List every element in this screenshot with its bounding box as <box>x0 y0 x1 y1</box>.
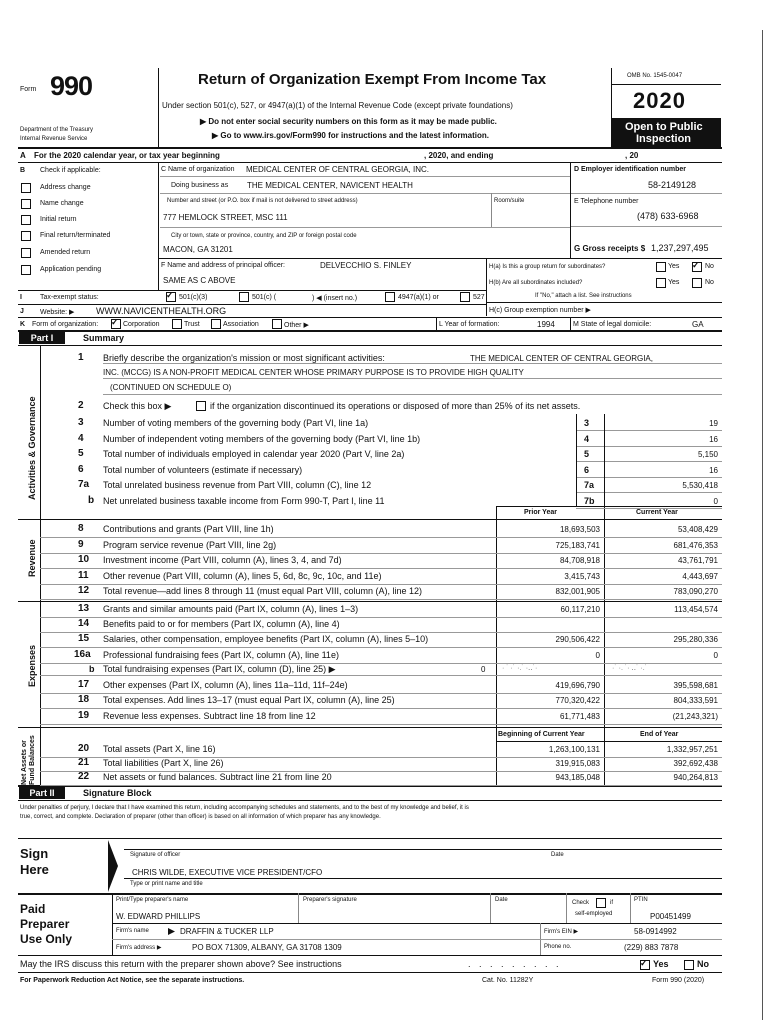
revenue-line-prior: 725,183,741 <box>555 541 600 550</box>
revenue-line-number: 9 <box>78 539 84 550</box>
arrow-right-icon <box>168 928 175 935</box>
expense-line-current: 295,280,336 <box>673 635 718 644</box>
firm-name: DRAFFIN & TUCKER LLP <box>180 927 274 936</box>
net-asset-line-prior: 1,263,100,131 <box>548 745 600 754</box>
revenue-line-prior: 84,708,918 <box>559 556 600 565</box>
expense-line-number: 17 <box>78 679 90 690</box>
revenue-line-current: 681,476,353 <box>673 541 718 550</box>
revenue-line-current: 43,761,791 <box>677 556 718 565</box>
expense-line-current: 113,454,574 <box>674 605 718 614</box>
revenue-line-text: Total revenue—add lines 8 through 11 (must equal Part VIII, column (A), line 12) <box>103 586 422 596</box>
side-label-net-assets: Net Assets or Fund Balances <box>21 735 36 785</box>
firm-phone: (229) 883 7878 <box>624 943 679 952</box>
gov-line-box: 7b <box>584 496 595 506</box>
part-i-title: Summary <box>83 333 125 343</box>
4947-checkbox[interactable] <box>385 292 395 302</box>
address-change-checkbox[interactable] <box>21 183 31 193</box>
net-asset-line-current: 1,332,957,251 <box>666 745 718 754</box>
revenue-line-number: 11 <box>78 570 89 581</box>
expense-line-text: Salaries, other compensation, employee benefits (Part IX, column (A), lines 5–10) <box>103 634 429 644</box>
net-asset-line-current: 392,692,438 <box>673 759 718 768</box>
expense-line-number: 16a <box>74 649 91 660</box>
tax-year: 2020 <box>633 88 686 113</box>
form-title: Return of Organization Exempt From Income Tax <box>198 71 547 88</box>
year-of-formation: 1994 <box>537 320 555 329</box>
preparer-name: W. EDWARD PHILLIPS <box>116 912 201 921</box>
revenue-line-prior: 3,415,743 <box>564 572 600 581</box>
expense-line-text: Total expenses. Add lines 13–17 (must equal Part IX, column (A), line 25) <box>103 695 395 705</box>
expense-line-number: 13 <box>78 603 90 614</box>
mission-statement: THE MEDICAL CENTER OF CENTRAL GEORGIA, <box>470 354 653 363</box>
sign-arrow-icon <box>106 838 120 894</box>
gov-line-number: 6 <box>78 464 84 475</box>
expense-line-text: Revenue less expenses. Subtract line 18 from line 12 <box>103 711 316 721</box>
gov-line-box: 3 <box>584 418 590 428</box>
form-subtitle: Under section 501(c), 527, or 4947(a)(1) of the Internal Revenue Code (except private foundations) <box>162 101 513 110</box>
hb-no-checkbox[interactable] <box>692 278 702 288</box>
discontinued-checkbox[interactable] <box>196 401 206 411</box>
expense-line-prior: 60,117,210 <box>560 605 600 614</box>
phone-value: (478) 633-6968 <box>637 211 699 221</box>
ha-yes-checkbox[interactable] <box>656 262 666 272</box>
perjury-statement-2: true, correct, and complete. Declaration of preparer (other than officer) is based on all information of which preparer has any knowledge. <box>20 814 381 820</box>
perjury-statement: Under penalties of perjury, I declare that I have examined this return, including accompanying schedules and statements, and to the best of my knowledge and belief, it is <box>20 805 469 811</box>
gov-line-value: 0 <box>713 497 718 506</box>
final-return-checkbox[interactable] <box>21 231 31 241</box>
other-org-checkbox[interactable] <box>272 319 282 329</box>
cat-number: Cat. No. 11282Y <box>482 977 534 984</box>
check-mark-icon: ✓ <box>692 260 700 270</box>
check-if-applicable: Check if applicable: <box>40 167 101 174</box>
expense-line-prior: 770,320,422 <box>555 696 600 705</box>
expense-line-number: 14 <box>78 618 90 629</box>
gov-line-text: Number of voting members of the governing body (Part VI, line 1a) <box>103 418 369 428</box>
side-label-governance: Activities & Governance <box>27 396 37 500</box>
omb-number: OMB No. 1545-0047 <box>627 73 683 79</box>
gov-line-text: Total number of individuals employed in calendar year 2020 (Part V, line 2a) <box>103 449 405 459</box>
revenue-line-text: Program service revenue (Part VIII, line 2g) <box>103 540 277 550</box>
expense-line-number: 15 <box>78 633 90 644</box>
revenue-line-number: 12 <box>78 585 90 596</box>
doing-business-as: THE MEDICAL CENTER, NAVICENT HEALTH <box>247 181 413 190</box>
gov-line-value: 16 <box>709 435 718 444</box>
net-asset-line-number: 20 <box>78 743 90 754</box>
net-asset-line-number: 21 <box>78 757 90 768</box>
expense-line-current: 0 <box>713 651 718 660</box>
expense-line-text: Other expenses (Part IX, column (A), lines 11a–11d, 11f–24e) <box>103 680 348 690</box>
gov-line-text: Number of independent voting members of the governing body (Part VI, line 1b) <box>103 434 421 444</box>
association-checkbox[interactable] <box>211 319 221 329</box>
col-prior-year: Prior Year <box>524 509 557 516</box>
form-number: 990 <box>50 71 93 101</box>
net-asset-line-prior: 319,915,083 <box>555 759 600 768</box>
col-beginning-year: Beginning of Current Year <box>498 731 585 738</box>
discuss-no-checkbox[interactable] <box>684 960 694 970</box>
line-a-text: For the 2020 calendar year, or tax year beginning <box>34 151 220 160</box>
col-current-year: Current Year <box>636 509 678 516</box>
net-asset-line-current: 940,264,813 <box>673 773 718 782</box>
gov-line-number: 4 <box>78 433 84 444</box>
gov-line-text: Net unrelated business taxable income from Form 990-T, Part I, line 11 <box>103 496 385 506</box>
expense-line-current: 395,598,681 <box>673 681 718 690</box>
dept-irs: Internal Revenue Service <box>20 136 88 142</box>
trust-checkbox[interactable] <box>172 319 182 329</box>
expense-line-current: (21,243,321) <box>672 712 718 721</box>
check-mark-icon: ✓ <box>111 317 119 327</box>
gov-line-box: 5 <box>584 449 590 459</box>
expense-line-text: Professional fundraising fees (Part IX, column (A), line 11e) <box>103 650 339 660</box>
firm-address: PO BOX 71309, ALBANY, GA 31708 1309 <box>192 943 342 952</box>
501c-other-checkbox[interactable] <box>239 292 249 302</box>
expense-line-number: 19 <box>78 710 90 721</box>
revenue-line-current: 4,443,697 <box>682 572 718 581</box>
net-asset-line-number: 22 <box>78 771 90 782</box>
expense-line-prior: 61,771,483 <box>559 712 600 721</box>
officer-name-title: CHRIS WILDE, EXECUTIVE VICE PRESIDENT/CFO <box>132 868 323 877</box>
state-of-domicile: GA <box>692 320 704 329</box>
net-asset-line-text: Total assets (Part X, line 16) <box>103 744 216 754</box>
gov-line-text: Total number of volunteers (estimate if necessary) <box>103 465 303 475</box>
principal-officer-name: DELVECCHIO S. FINLEY <box>320 261 412 270</box>
check-mark-icon: ✓ <box>166 290 174 300</box>
mission-continued: INC. (MCCG) IS A NON-PROFIT MEDICAL CENTER WHOSE PRIMARY PURPOSE IS TO PROVIDE HIGH QUALITY <box>103 368 524 377</box>
ptin-value: P00451499 <box>650 912 691 921</box>
form-footer-id: Form 990 (2020) <box>652 977 705 984</box>
name-change-checkbox[interactable] <box>21 199 31 209</box>
gov-line-number: 5 <box>78 448 84 459</box>
irs-discuss-question: May the IRS discuss this return with the preparer shown above? See instructions <box>20 959 342 969</box>
self-employed-checkbox[interactable] <box>596 898 606 908</box>
gov-line-box: 6 <box>584 465 590 475</box>
net-asset-line-text: Net assets or fund balances. Subtract line 21 from line 20 <box>103 772 332 782</box>
application-pending-checkbox[interactable] <box>21 265 31 275</box>
527-checkbox[interactable] <box>460 292 470 302</box>
check-mark-icon: ✓ <box>640 958 648 968</box>
gov-line-value: 5,530,418 <box>682 481 718 490</box>
part-ii-title: Signature Block <box>83 788 152 798</box>
expense-line-number: 18 <box>78 694 90 705</box>
revenue-line-text: Investment income (Part VIII, column (A), lines 3, 4, and 7d) <box>103 555 342 565</box>
col-end-year: End of Year <box>640 731 679 738</box>
revenue-line-current: 53,408,429 <box>677 525 718 534</box>
ssn-instruction: ▶ Do not enter social security numbers on this form as it may be made public. <box>200 117 497 126</box>
gov-line-value: 5,150 <box>697 450 718 459</box>
gov-line-number: b <box>88 495 95 506</box>
street-address: 777 HEMLOCK STREET, MSC 111 <box>163 213 288 222</box>
hb-yes-checkbox[interactable] <box>656 278 666 288</box>
revenue-line-number: 10 <box>78 554 90 565</box>
expense-line-text: Benefits paid to or for members (Part IX, column (A), line 4) <box>103 619 340 629</box>
paperwork-notice: For Paperwork Reduction Act Notice, see the separate instructions. <box>20 977 245 984</box>
expense-line-prior: 290,506,422 <box>555 635 600 644</box>
revenue-line-prior: 832,001,905 <box>555 587 600 596</box>
ein-value: 58-2149128 <box>648 180 697 190</box>
gov-line-value: 19 <box>709 419 718 428</box>
amended-return-checkbox[interactable] <box>21 248 31 258</box>
open-to-public-box: Open to Public Inspection <box>612 118 721 147</box>
gov-line-number: 7a <box>78 479 90 490</box>
gov-line-text: Total unrelated business revenue from Part VIII, column (C), line 12 <box>103 480 372 490</box>
gov-line-box: 7a <box>584 480 595 490</box>
part-ii-tag: Part II <box>19 787 65 799</box>
principal-officer-address: SAME AS C ABOVE <box>163 276 236 285</box>
side-label-expenses: Expenses <box>27 644 37 687</box>
form-990-page: Form 990 Department of the Treasury Internal Revenue Service Return of Organization Exempt From Income Tax Under section 501(c), 527, or 4947(a)(1) of the Internal Revenue Code (except private foundations) ▶ Do not enter social security numbers on this form as it may be made public. ▶ Go to www.irs.gov/Form990 for instructions and the latest information. OMB No. 1545-0047 2020 Open to Public Inspection A For the 2020 calendar year, or tax year beginning , 2020, and ending , 20 B Check if applicable: Address change Name change Initial return Final return/terminated Amended return Application pending C Name of organization MEDICAL CENTER OF CENTRAL GEORGIA, INC. Doing business as THE MEDICAL CENTER, NAVICENT HEALTH Number and street (or P.O. box if mail is not delivered to street address) Room/suite 777 HEMLOCK STREET, MSC 111 City or town, state or province, country, and ZIP or foreign postal code MACON, GA 31201 F Name and address of principal officer: DELVECCHIO S. FINLEY SAME AS C ABOVE D Employer identification number 58-2149128 E Telephone number (478) 633-6968 G Gross receipts $ 1,237,297,495 H(a) Is this a group return for subordinates? Yes ✓ No H(b) Are all subordinates included? Yes No If "No," attach a list. See instructions H(c) Group exemption number ▶ I Tax-exempt status: ✓ 501(c)(3) 501(c) ( ) ◀ (insert no.) 4947(a)(1) or 527 J Website: ▶ WWW.NAVICENTHEALTH.ORG K Form of organization: ✓ Corporation Trust Association Other ▶ L Year of formation: 1994 M State of legal domicile: GA Part I Summary Activities & Governance Revenue Expenses Net Assets or Fund Balances 1 Briefly describe the organization's mission or most significant activities: THE MEDICAL CENTER OF CENTRAL GEORGIA, INC. (MCCG) IS A NON-PROFIT MEDICAL CENTER WHOSE PRIMARY PURPOSE IS TO PROVIDE HIGH QUALITY (CONTINUED ON SCHEDULE O) 2 Check this box ▶ if the organization discontinued its operations or disposed of more than 25% of its net assets. Prior Year Current Year b Total fundraising expenses (Part IX, column (D), line 25) ▶ 0 · ˙ ·˙ ·.˙ ·‥˙· ·˙ ·. ˙· ‥˙ ·.˙ Beginning of Current Year End of Year Part II Signature Block Under penalties of perjury, I declare that I have examined this return, including accompanying schedules and statements, and to the best of my knowledge and belief, it is true, correct, and complete. Declaration of preparer (other than officer) is based on all information of which preparer has any knowledge. Sign Here Signature of officer Date CHRIS WILDE, EXECUTIVE VICE PRESIDENT/CFO Type or print name and title Paid Preparer Use Only Print/Type preparer's name W. EDWARD PHILLIPS Preparer's signature Date Check if self-employed PTIN P00451499 Firm's name DRAFFIN & TUCKER LLP Firm's EIN ▶ 58-0914992 Firm's address ▶ PO BOX 71309, ALBANY, GA 31708 1309 Phone no. (229) 883 7878 May the IRS discuss this return with the preparer shown above? See instructions . . . . . . . . . ✓ Yes No For Paperwork Reduction Act Notice, see the separate instructions. Cat. No. 11282Y Form 990 (2020) 3 Number of voting members of the governing body (Part VI, line 1a) 3 19 4 Number of independent voting members of the governing body (Part VI, line 1b) 4 16 5 Total number of individuals employed in calendar year 2020 (Part V, line 2a) 5 5,150 6 Total number of volunteers (estimate if necessary) 6 16 7a Total unrelated business revenue from Part VIII, column (C), line 12 7a 5,530,418 b Net unrelated business taxable income from Form 990-T, Part I, line 11 7b 0 8 Contributions and grants (Part VIII, line 1h) 18,693,503 53,408,429 9 Program service revenue (Part VIII, line 2g) 725,183,741 681,476,353 10 Investment income (Part VIII, column (A), lines 3, 4, and 7d) 84,708,918 43,761,791 11 Other revenue (Part VIII, column (A), lines 5, 6d, 8c, 9c, 10c, and 11e) 3,415,743 4,443,697 12 Total revenue—add lines 8 through 11 (must equal Part VIII, column (A), line 12) 832,001,905 783,090,270 13 Grants and similar amounts paid (Part IX, column (A), lines 1–3) 60,117,210 113,454,574 14 Benefits paid to or for members (Part IX, column (A), line 4) 15 Salaries, other compensation, employee benefits (Part IX, column (A), lines 5–10) 290,506,422 295,280,336 16a Professional fundraising fees (Part IX, column (A), line 11e) 0 0 17 Other expenses (Part IX, column (A), lines 11a–11d, 11f–24e) 419,696,790 395,598,681 18 Total expenses. Add lines 13–17 (must equal Part IX, column (A), line 25) 770,320,422 804,333,591 19 Revenue less expenses. Subtract line 18 from line 12 61,771,483 (21,243,321) 20 Total assets (Part X, line 16) 1,263,100,131 1,332,957,251 21 Total liabilities (Part X, line 26) 319,915,083 392,692,438 22 Net assets or fund balances. Subtract line 21 from line 20 943,185,048 940,264,813 <box>0 0 770 1024</box>
website-value: WWW.NAVICENTHEALTH.ORG <box>96 306 227 316</box>
initial-return-checkbox[interactable] <box>21 215 31 225</box>
gov-line-box: 4 <box>584 434 590 444</box>
revenue-line-text: Contributions and grants (Part VIII, line 1h) <box>103 524 274 534</box>
gov-line-number: 3 <box>78 417 84 428</box>
expense-line-prior: 419,696,790 <box>555 681 600 690</box>
revenue-line-text: Other revenue (Part VIII, column (A), lines 5, 6d, 8c, 9c, 10c, and 11e) <box>103 571 382 581</box>
side-label-revenue: Revenue <box>27 539 37 577</box>
revenue-line-current: 783,090,270 <box>673 587 718 596</box>
website-instruction: ▶ Go to www.irs.gov/Form990 for instructions and the latest information. <box>212 131 489 140</box>
expense-line-prior: 0 <box>595 651 600 660</box>
net-asset-line-text: Total liabilities (Part X, line 26) <box>103 758 224 768</box>
firm-ein: 58-0914992 <box>634 927 677 936</box>
gov-line-value: 16 <box>709 466 718 475</box>
line-16b-value: 0 <box>481 665 486 674</box>
revenue-line-number: 8 <box>78 523 84 534</box>
form-word: Form <box>20 86 37 93</box>
city-state-zip: MACON, GA 31201 <box>163 245 233 254</box>
gross-receipts-value: 1,237,297,495 <box>651 243 709 253</box>
part-i-tag: Part I <box>19 332 65 344</box>
org-name: MEDICAL CENTER OF CENTRAL GEORGIA, INC. <box>246 165 429 174</box>
expense-line-current: 804,333,591 <box>673 696 718 705</box>
expense-line-text: Grants and similar amounts paid (Part IX, column (A), lines 1–3) <box>103 604 359 614</box>
revenue-line-prior: 18,693,503 <box>559 525 600 534</box>
net-asset-line-prior: 943,185,048 <box>555 773 600 782</box>
mission-continued-note: (CONTINUED ON SCHEDULE O) <box>110 383 232 392</box>
dept-treasury: Department of the Treasury <box>20 127 94 133</box>
line-16b-text: Total fundraising expenses (Part IX, column (D), line 25) ▶ <box>103 664 336 674</box>
